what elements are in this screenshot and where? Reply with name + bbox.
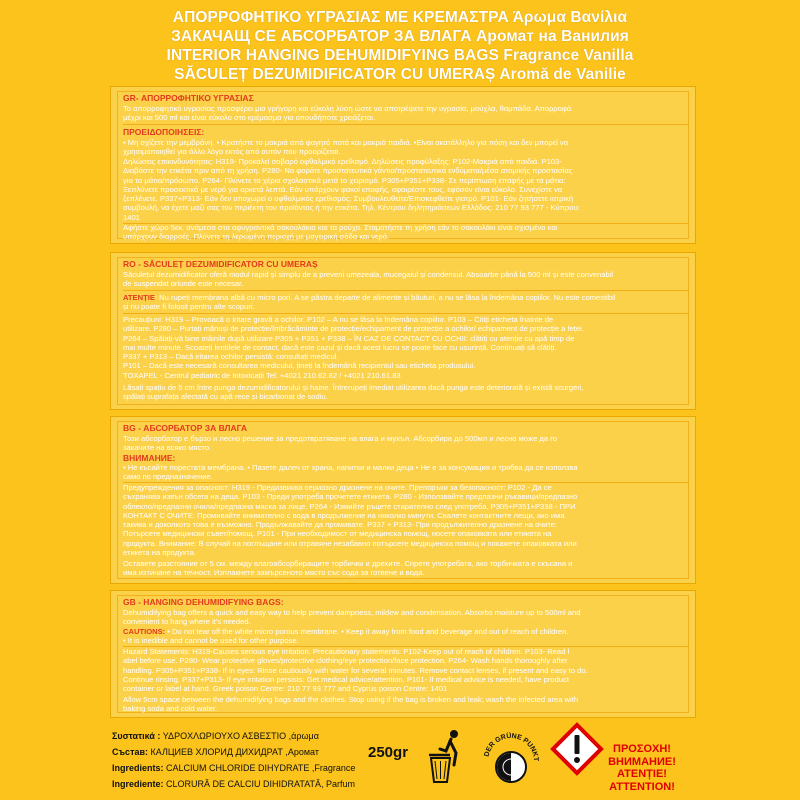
ingredients-block bbox=[112, 728, 355, 792]
warning-heading: ВНИМАНИЕ: bbox=[123, 453, 176, 463]
title-romanian: SĂCULEȚ DEZUMIDIFICATOR CU UMERAȘ Aromă de Vanilie bbox=[174, 66, 626, 83]
section-ro bbox=[110, 252, 696, 410]
section-title: RO - SĂCULEȚ DEZUMIDIFICATOR CU UMERAȘ bbox=[123, 259, 318, 269]
warning-text: ATENȚIE: Nu rupeți membrana albă cu micro pori. A se păstra departe de alimente și băuturi, a nu se lăsa la îndemâna copiilor. Nu este comestibil și nu poate fi folosit pentru alte scopuri. bbox=[123, 293, 616, 312]
ingredients-bg: Състав: КАЛЦИЕВ ХЛОРИД ДИХИДРАТ ,Аромат bbox=[112, 747, 319, 757]
warning-heading: ΠΡΟΕΙΔΟΠΟΙΗΣΕΙΣ: bbox=[123, 127, 205, 137]
product-title bbox=[0, 8, 800, 84]
section-title: GR- ΑΠΟΡΡΟΦΗΤΙΚΟ ΥΓΡΑΣΙΑΣ bbox=[123, 93, 254, 103]
section-title: GB - HANGING DEHUMIDIFYING BAGS: bbox=[123, 597, 284, 607]
section-gr bbox=[110, 86, 696, 244]
warning-text: • Не късайте порестата мембрана. • Пазете далеч от храна, напитки и малки деца • Не е за консумация и трябва да се използва само по предназначение. bbox=[123, 463, 578, 482]
exclamation-hazard-icon bbox=[550, 722, 604, 781]
warning-text: CAUTIONS: • Do not tear off the white micro porous membrane. • Keep it away from food and beverage and out of reach of children. • It is inedible and cannot be used for other purpose. bbox=[123, 627, 569, 646]
hazard-signal-words: ΠΡΟΣΟΧΗ! ВНИМАНИЕ! ATENȚIE! ATTENTION! bbox=[608, 743, 676, 793]
section-gb bbox=[110, 590, 696, 718]
green-dot-icon bbox=[480, 723, 542, 798]
warning-heading: CAUTIONS: bbox=[123, 627, 166, 636]
section-intro: Săculețul dezumidificator oferă modul rapid și simplu de a preveni umezeala, mucegaiul și condensul. Absoarbe până la 500 ml și este convenabil de suspendat oriunde este necesar. bbox=[123, 270, 614, 289]
usage-note: Lăsați spațiu de 5 cm între punga dezumidificatorului și haine. Întrerupeți imediat utilizarea dacă punga este deteriorată și există scurgeri, spălați suprafața afectată cu apă rece și bicarbonat de sodiu. bbox=[123, 383, 584, 402]
net-weight: 250gr bbox=[368, 744, 409, 761]
usage-note: Оставете разстояние от 5 см. между влагоабсорбиращите торбички и дрехите. Спрете употребата, ако торбичката е скъсана и има изтичане на течност. Изплакнете замърсеното място със сода за готвене и вода. bbox=[123, 559, 573, 578]
section-title: BG - АБСОРБАТОР ЗА ВЛАГА bbox=[123, 423, 248, 433]
section-bg bbox=[110, 416, 696, 584]
ingredients-gr: Συστατικά : ΥΔΡΟΧΛΩΡΙΟΥΧΟ ΑΣΒΕΣΤΙΟ ,άρωμα bbox=[112, 731, 319, 741]
ingredients-ro: Ingrediente: CLORURĂ DE CALCIU DIHIDRATATĂ, Parfum bbox=[112, 779, 356, 789]
usage-note: Allow 5cm space between the dehumidifying bags and the clothes. Stop using if the bag is broken and leak; wash the infected area with baking soda and cold water. bbox=[123, 695, 579, 714]
warning-text: • Μη σχίζετε την μεμβράνη. • Κρατήστε το μακριά από φαγητό ποτά και μακριά παιδιά. •Είναι ακατάλληλο για πόση και δεν μπορεί να χρησιμοποιηθεί για άλλο λόγο εκτός από αυτόν που προορίζεται. bbox=[123, 138, 569, 157]
title-english: INTERIOR HANGING DEHUMIDIFYING BAGS Fragrance Vanilla bbox=[166, 47, 634, 64]
hazard-statements: Δηλώσεις επικινδυνότητας: H319- Προκαλεί σοβαρό οφθαλμικό ερεθισμό. Δηλώσεις προφύλαξης: P102-Μακριά από παιδιά. P103- Διαβάστε την ετικέτα πριν από τη χρήση. P280- Να φοράτε προστατευτικά γάντια/προστατευτικά ενδύματα/μέσα ατομικής προστασίας για τα μάτια/πρόσωπο. P264- Πλύνετε τα χέρια σχολαστικά μετά το χειρισμό. P305+P351+P338- Σε περίπτωση επαφής με τα μάτια: Ξεπλύνετε προσεκτικά με νερό για αρκετά λεπτά. Εάν υπάρχουν φακοί επαφής, αφαιρέστε τους, εφόσον είναι εύκολο. Συνεχίστε να ξεπλένετε. P337+P313- Εάν δεν υποχωρεί ο οφθαλμικός ερεθισμός: Συμβουλευθείτε/Επισκεφθείτε γιατρό. P101- Εάν ζητήσετε ιατρική συμβουλή, να έχετε μαζί σας τον περιέκτη του προϊόντος ή την ετικέτα. Τηλ. Κέντρου δηλητηριάσεων Ελλάδος: 210 77 93 777 - Κύπρου: 1401 bbox=[123, 157, 580, 222]
title-bulgarian: ЗАКАЧАЩ СЕ АБСОРБАТОР ЗА ВЛАГА Аромат на Ванилия bbox=[171, 28, 629, 45]
warning-heading: ATENȚIE bbox=[123, 293, 155, 302]
title-greek: ΑΠΟΡΡΟΦΗΤΙΚΟ ΥΓΡΑΣΙΑΣ ΜΕ ΚΡΕΜΑΣΤΡΑ Άρωμα Βανίλια bbox=[172, 9, 628, 26]
hazard-statements: Hazard Statements: H319-Causes serious eye irritation. Precautionary statements: P102-Keep out of reach of children. P103- Read l abel before use. P280- Wear protective gloves/protective clothing/eye protection/face protection. P264- Wash hands thoroughly after handling. P305+P351+P338- If in eyes: Rinse cautiously with water for several minutes. Remove contact lenses, if present and easy to do. Continue rinsing. P337+P313- If eye irritation persists: Get medical advice/attention. P101- If medical advice is needed, have product container or label at hand. Greek poison Centre: 210 77 93 777 and Cyprus poison Centre: 1401 bbox=[123, 647, 588, 694]
bin-person-icon bbox=[420, 727, 470, 792]
hazard-statements: Precauțiuni: H319 – Provoacă o iritare gravă a ochilor. P102 – A nu se lăsa la îndemâna copiilor. P103 – Citiți eticheta înainte de utilizare. P280 – Purtați mănuși de protecție/îmbrăcăminte de protecție/echipament de protecție a ochilor/ echipament de protecție a feței. P264 – Spălați-vă bine mâinile după utilizare P305 + P351 + P338 – ÎN CAZ DE CONTACT CU OCHII: clătiți cu atenție cu apă timp de mai multe minute. Scoateți lentilele de contact, dacă este cazul și dacă acest lucru se poate face cu ușurință. Continuați să clătiți. P337 + P313 – Dacă iritarea ochilor persistă: consultați medicul. P101 – Dacă este necesară consultarea medicului, țineți la îndemână recipientul sau eticheta produsului. TOXAPEL - Centrul pediatric de Intoxicații Tel: +4021 210.62.82 / +4021 210.61.83 bbox=[123, 315, 584, 380]
ingredients-gb: Ingredients: CALCIUM CHLORIDE DIHYDRATE ,Fragrance bbox=[112, 763, 356, 773]
green-dot-label: DER GRÜNE PUNKT bbox=[483, 732, 540, 762]
section-intro: Dehumidifying bag offers a quick and easy way to help prevent dampness, mildew and condensation. Absorbs moisture up to 500ml and convenient to hang where it's needed. bbox=[123, 608, 581, 627]
usage-note: Αφήστε χώρο 5εκ. ανάμεσα στα αφυγραντικά σακουλάκια και τα ρούχα. Σταματήστε τη χρήση εάν το σακουλάκι είναι σχισμένο και υπάρχουν διαρροές. Πλύνετε τη λερωμένη περιοχή με μαγειρική σόδα και νερό. bbox=[123, 223, 558, 242]
section-intro: Το απορροφητικό υγρασίας προσφέρει μια γρήγορη και εύκολη λύση ώστε να αποτρέψετε την υγρασία, μούχλα, θαμπάδα. Απορροφά μέχρι και 500 ml και είναι εύκολο στο κρέμασμα για οπουδήποτε χρειάζεται. bbox=[123, 104, 572, 123]
section-intro: Този абсорбатор е бързо и лесно решение за предотвратяване на влага и мухъл. Абсорбира до 500мл и лесно може да го закачите на всяко място. bbox=[123, 434, 558, 453]
hazard-statements: Предупреждения за опасност: H319 - Предизвиква сериозно дразнене на очите. Препоръки за безопасност: P102 - Да се съхранява извън обсега на деца. P103 - Преди употреба прочетете етикета. P280 - Използвайте предпазни ръкавици/предпазно облекло/предпазни очила/предпазна маска за лице. P264 - Измийте ръцете старателно след употреба. P305+P351+P338 - ПРИ КОНТАКТ С ОЧИТЕ: Промивайте внимателно с вода в продължение на няколко минути. Свалете контактните лещи, ако има такива и доколкото това е възможно. Продължавайте да промивате. P337 + P313- При продължително дразнене на очите: Потърсете медицински съвет/помощ. P101 - При необходимост от медицинска помощ, носете опаковката или етикета на продукта. Внимание: В случай на поглъщане или отравяне незабавно потърсете медицинска помощ и покажете опаковката или етикета на продукта. bbox=[123, 483, 578, 558]
